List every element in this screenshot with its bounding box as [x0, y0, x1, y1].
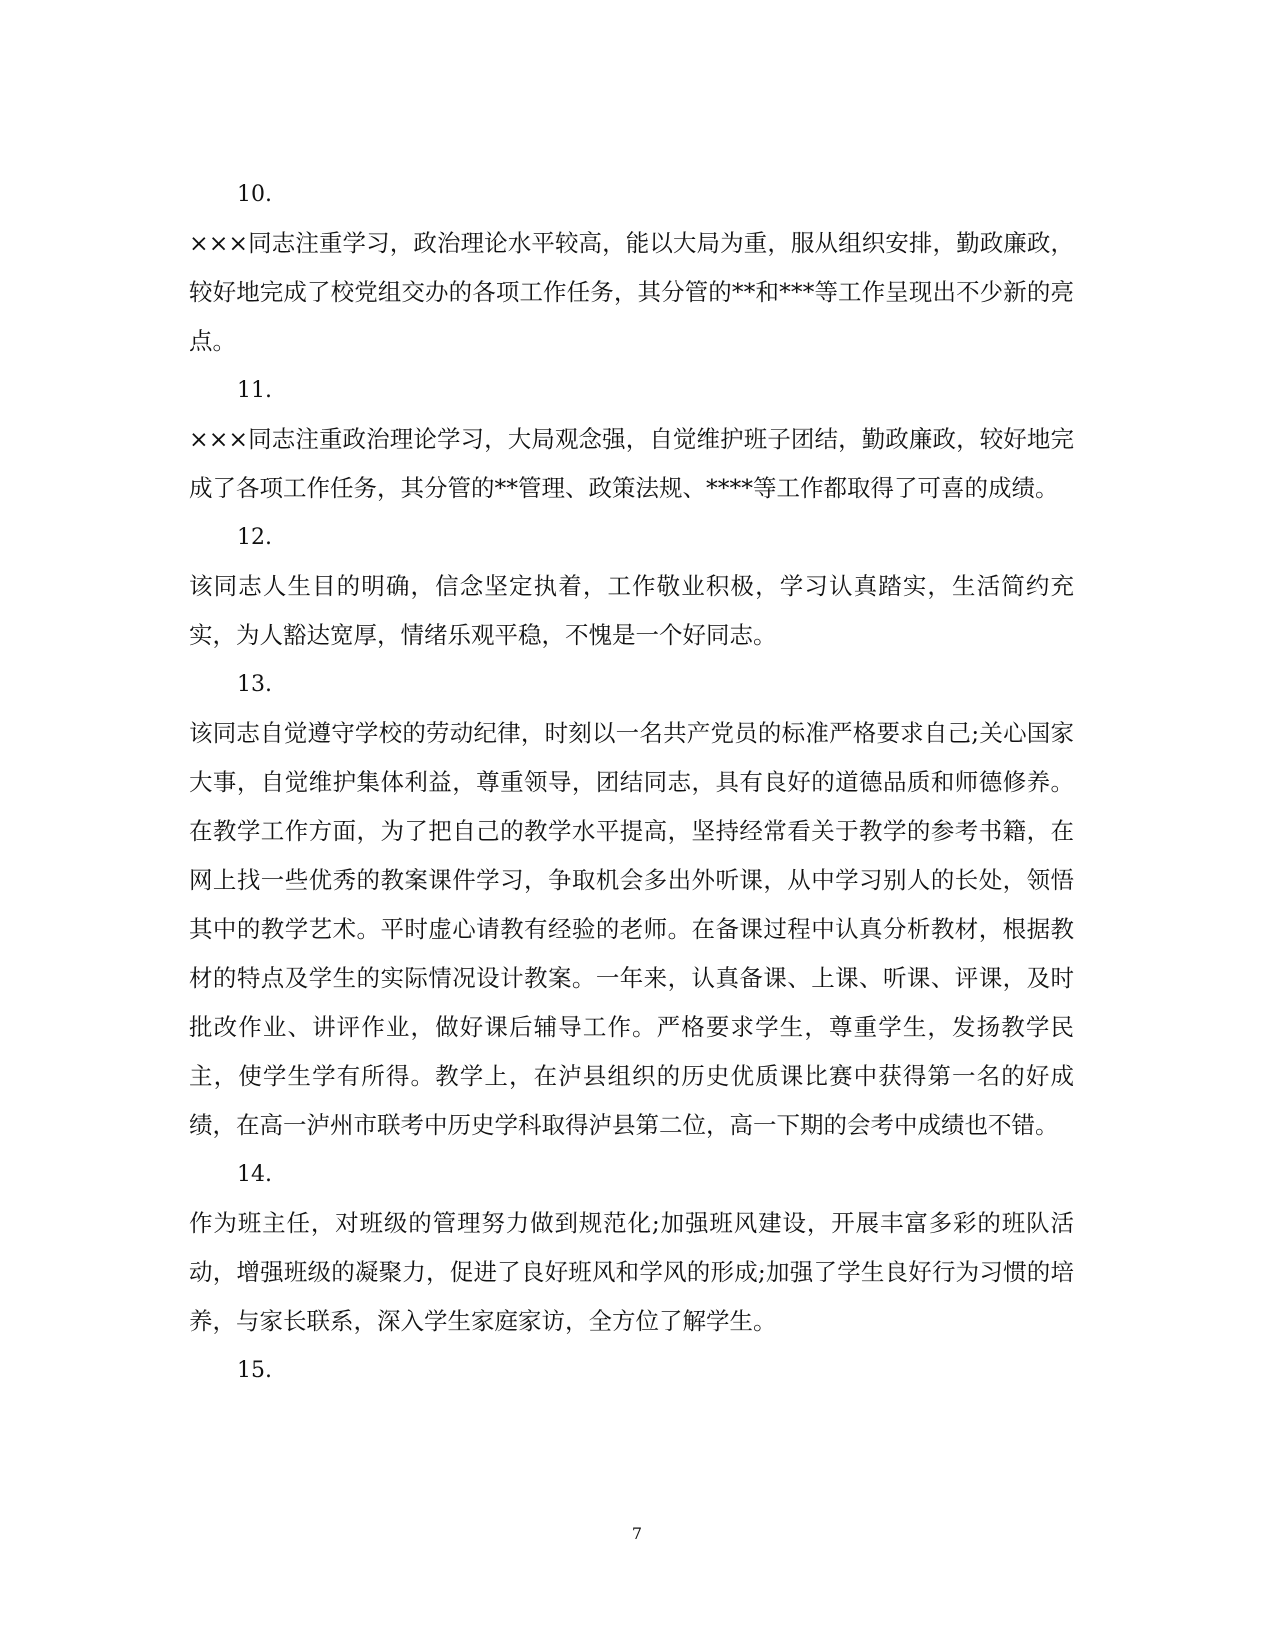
section-paragraph: 该同志人生目的明确，信念坚定执着，工作敬业积极，学习认真踏实，生活简约充实，为人豁达宽厚，情绪乐观平稳，不愧是一个好同志。: [189, 572, 1074, 649]
section-number: 11.: [237, 378, 272, 403]
section-paragraph: 作为班主任，对班级的管理努力做到规范化;加强班风建设，开展丰富多彩的班队活动，增强班级的凝聚力，促进了良好班风和学风的形成;加强了学生良好行为习惯的培养，与家长联系，深入学生家庭家访，全方位了解学生。: [189, 1209, 1074, 1335]
section-paragraph: ×××同志注重政治理论学习，大局观念强，自觉维护班子团结，勤政廉政，较好地完成了各项工作任务，其分管的**管理、政策法规、****等工作都取得了可喜的成绩。: [189, 425, 1074, 502]
section-number: 10.: [237, 182, 272, 207]
section-number: 15.: [237, 1358, 272, 1383]
section-paragraph: 该同志自觉遵守学校的劳动纪律，时刻以一名共产党员的标准严格要求自己;关心国家大事，自觉维护集体利益，尊重领导，团结同志，具有良好的道德品质和师德修养。在教学工作方面，为了把自己的教学水平提高，坚持经常看关于教学的参考书籍，在网上找一些优秀的教案课件学习，争取机会多出外听课，从中学习别人的长处，领悟其中的教学艺术。平时虚心请教有经验的老师。在备课过程中认真分析教材，根据教材的特点及学生的实际情况设计教案。一年来，认真备课、上课、听课、评课，及时批改作业、讲评作业，做好课后辅导工作。严格要求学生，尊重学生，发扬教学民主，使学生学有所得。教学上，在泸县组织的历史优质课比赛中获得第一名的好成绩，在高一泸州市联考中历史学科取得泸县第二位，高一下期的会考中成绩也不错。: [189, 719, 1074, 1139]
section-number: 14.: [237, 1162, 272, 1187]
page-number: 7: [631, 1524, 643, 1543]
section-number: 13.: [237, 672, 272, 697]
section-paragraph: ×××同志注重学习，政治理论水平较高，能以大局为重，服从组织安排，勤政廉政，较好地完成了校党组交办的各项工作任务，其分管的**和***等工作呈现出不少新的亮点。: [189, 229, 1074, 355]
document-body: [189, 170, 1074, 1395]
section-number: 12.: [237, 525, 272, 550]
